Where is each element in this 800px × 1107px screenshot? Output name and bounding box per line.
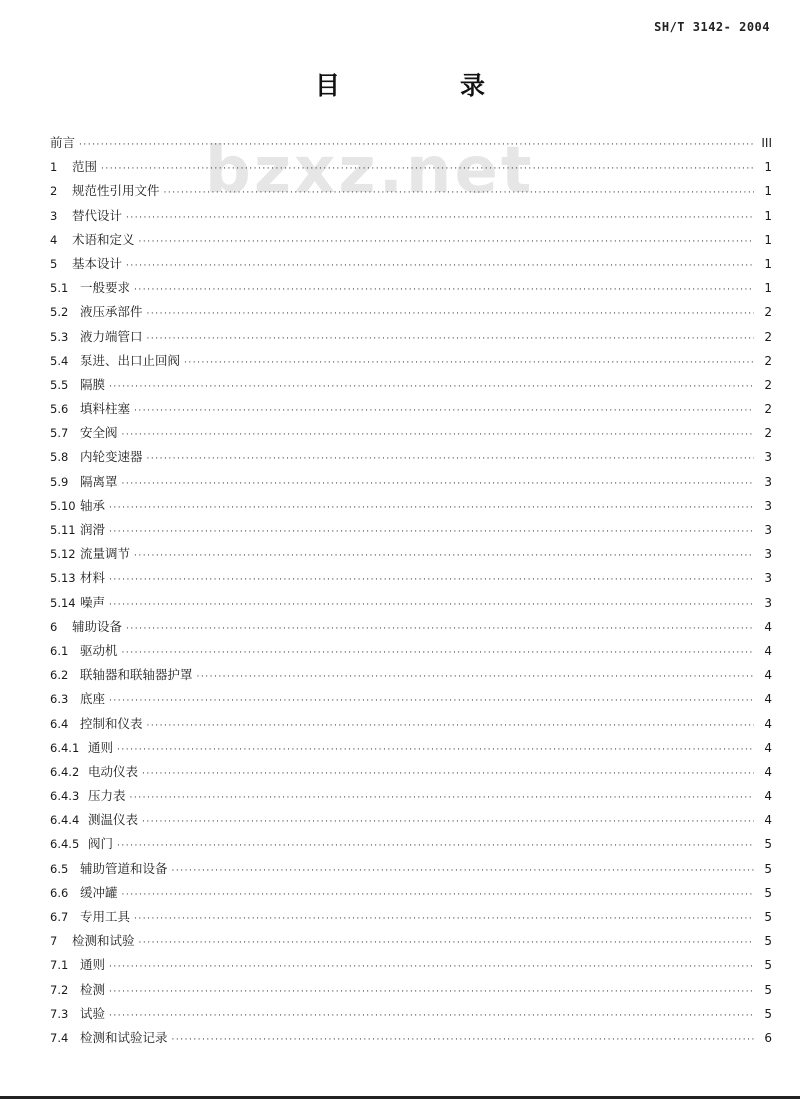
toc-entry-page: 5 (764, 982, 772, 997)
toc-leader-dots (122, 430, 754, 440)
toc-entry-title: 流量调节 (80, 546, 131, 562)
toc-entry-title: 隔膜 (80, 376, 106, 392)
toc-entry-title: 填料柱塞 (80, 401, 131, 417)
toc-entry-number: 6.4.4 (50, 813, 80, 828)
toc-entry-title: 基本设计 (72, 255, 123, 271)
toc-entry-number: 6.7 (50, 910, 69, 924)
toc-entry-title: 一般要求 (80, 280, 131, 296)
toc-leader-dots (122, 479, 754, 489)
toc-entry[interactable] (50, 883, 772, 907)
toc-leader-dots (139, 237, 754, 247)
toc-entry-number: 2 (50, 184, 58, 199)
toc-entry-page: 4 (764, 643, 772, 658)
toc-entry-title: 泵进、出口止回阀 (80, 352, 181, 368)
toc-entry-page: 1 (764, 232, 772, 247)
toc-entry[interactable] (50, 254, 772, 278)
toc-entry[interactable] (50, 230, 772, 254)
toc-entry-number: 7.3 (50, 1006, 69, 1021)
toc-entry-number: 5 (50, 256, 58, 271)
toc-entry-title: 范围 (72, 159, 98, 175)
toc-entry-page: 5 (764, 837, 772, 852)
toc-entry[interactable] (50, 496, 772, 520)
toc-entry-title: 检测和试验记录 (80, 1029, 168, 1045)
toc-entry-title: 隔离罩 (80, 473, 118, 489)
table-of-contents (50, 133, 772, 1052)
toc-entry-page: III (761, 136, 772, 150)
toc-entry[interactable] (50, 206, 772, 230)
toc-entry-page: 4 (764, 692, 772, 707)
toc-entry-number: 5.6 (50, 402, 69, 417)
toc-entry-number: 6.5 (50, 861, 69, 876)
toc-entry[interactable] (50, 617, 772, 641)
page-title-left: 目 (314, 71, 340, 100)
toc-entry[interactable] (50, 520, 772, 544)
toc-entry-number: 6.4.3 (50, 789, 80, 804)
toc-leader-dots (109, 1011, 754, 1021)
toc-entry[interactable] (50, 472, 772, 496)
toc-entry-page: 2 (764, 353, 772, 368)
toc-entry[interactable] (50, 665, 772, 689)
toc-entry-title: 缓冲罐 (80, 884, 118, 900)
toc-entry-title: 控制和仪表 (80, 715, 143, 731)
toc-entry-title: 辅助设备 (72, 618, 123, 634)
toc-entry-title: 驱动机 (80, 642, 118, 658)
toc-entry-title: 联轴器和联轴器护罩 (80, 667, 193, 683)
toc-leader-dots (126, 261, 754, 271)
toc-leader-dots (164, 188, 754, 198)
toc-leader-dots (117, 745, 754, 755)
toc-entry[interactable] (50, 544, 772, 568)
watermark: bzxz.net (205, 134, 535, 208)
toc-entry-number: 4 (50, 232, 58, 247)
toc-entry[interactable] (50, 714, 772, 738)
toc-entry-number: 5.13 (50, 571, 76, 586)
toc-leader-dots (147, 454, 754, 464)
toc-entry-number: 6.4 (50, 716, 69, 731)
toc-entry-title: 压力表 (88, 788, 126, 804)
toc-leader-dots (197, 672, 754, 682)
toc-leader-dots (134, 285, 754, 295)
toc-entry-number: 6.4.5 (50, 837, 80, 852)
toc-leader-dots (109, 962, 754, 972)
toc-leader-dots (109, 696, 754, 706)
toc-entry-title: 阀门 (88, 836, 114, 852)
toc-leader-dots (109, 527, 754, 537)
toc-entry-page: 4 (764, 619, 772, 634)
toc-entry[interactable] (50, 834, 772, 858)
bottom-rule (0, 1096, 800, 1099)
toc-entry-title: 辅助管道和设备 (80, 860, 168, 876)
toc-entry[interactable] (50, 327, 772, 351)
toc-leader-dots (142, 769, 754, 779)
toc-entry-page: 4 (764, 789, 772, 804)
toc-entry-number: 6.4.1 (50, 740, 80, 755)
toc-entry-title: 检测 (80, 981, 106, 997)
toc-leader-dots (134, 914, 754, 924)
toc-entry-page: 3 (764, 450, 772, 465)
toc-entry-number: 6.4.2 (50, 764, 80, 779)
toc-entry[interactable] (50, 302, 772, 326)
toc-entry-page: 1 (764, 256, 772, 271)
toc-entry-title: 电动仪表 (88, 763, 139, 779)
toc-entry-number: 5.14 (50, 595, 76, 610)
toc-entry-number: 5.5 (50, 377, 69, 392)
toc-leader-dots (109, 382, 754, 392)
toc-leader-dots (122, 890, 754, 900)
toc-entry-page: 4 (764, 716, 772, 731)
toc-entry[interactable] (50, 689, 772, 713)
toc-entry[interactable] (50, 786, 772, 810)
toc-leader-dots (126, 624, 754, 634)
toc-entry-title: 液压承部件 (80, 304, 143, 320)
toc-leader-dots (172, 866, 754, 876)
toc-entry-title: 材料 (80, 570, 106, 586)
toc-leader-dots (172, 1035, 754, 1045)
toc-entry-page: 2 (764, 426, 772, 441)
toc-entry-number: 5.1 (50, 281, 69, 296)
toc-entry-number: 6.3 (50, 692, 69, 707)
toc-leader-dots (109, 575, 754, 585)
toc-entry-page: 3 (764, 474, 772, 489)
toc-entry-page: 6 (764, 1030, 772, 1045)
toc-entry-page: 2 (764, 305, 772, 320)
toc-entry[interactable] (50, 641, 772, 665)
toc-entry-number: 5.12 (50, 547, 76, 562)
toc-entry[interactable] (50, 375, 772, 399)
toc-entry[interactable] (50, 762, 772, 786)
toc-leader-dots (147, 334, 754, 344)
toc-entry-title: 专用工具 (80, 909, 131, 924)
toc-entry-page: 5 (764, 934, 772, 949)
toc-entry-number: 3 (50, 208, 58, 223)
toc-entry[interactable] (50, 1004, 772, 1028)
toc-entry-title: 测温仪表 (88, 812, 139, 828)
toc-entry-title: 润滑 (80, 522, 106, 537)
page-title (0, 66, 800, 102)
toc-entry-page: 2 (764, 402, 772, 417)
toc-leader-dots (109, 600, 754, 610)
toc-entry-title: 轴承 (80, 497, 106, 513)
toc-entry-page: 1 (764, 160, 772, 175)
toc-entry-number: 6 (50, 619, 58, 634)
toc-leader-dots (126, 213, 754, 223)
toc-leader-dots (134, 551, 754, 561)
toc-entry-number: 6.2 (50, 668, 69, 683)
toc-entry-number: 5.4 (50, 353, 69, 368)
toc-entry-page: 5 (764, 958, 772, 973)
toc-entry-number: 7.1 (50, 958, 69, 973)
toc-entry-title: 检测和试验 (72, 933, 135, 949)
toc-entry-page: 4 (764, 668, 772, 683)
toc-leader-dots (147, 721, 754, 731)
toc-leader-dots (130, 793, 754, 803)
toc-entry[interactable] (50, 133, 772, 157)
toc-leader-dots (79, 140, 754, 150)
toc-leader-dots (184, 358, 754, 368)
toc-entry-page: 1 (764, 184, 772, 199)
toc-entry[interactable] (50, 423, 772, 447)
toc-entry-number: 5.3 (50, 329, 69, 344)
toc-leader-dots (101, 164, 754, 174)
toc-entry-title: 规范性引用文件 (72, 183, 160, 199)
toc-leader-dots (139, 938, 754, 948)
toc-entry-page: 5 (764, 885, 772, 900)
toc-entry-page: 3 (764, 498, 772, 513)
toc-entry[interactable] (50, 907, 772, 931)
toc-entry[interactable] (50, 738, 772, 762)
toc-entry-title: 通则 (80, 957, 106, 973)
toc-leader-dots (134, 406, 754, 416)
toc-entry[interactable] (50, 278, 772, 302)
toc-entry-page: 3 (764, 595, 772, 610)
toc-entry-page: 4 (764, 813, 772, 828)
toc-entry[interactable] (50, 181, 772, 205)
toc-entry-page: 5 (764, 1006, 772, 1021)
toc-entry-title: 液力端管口 (80, 328, 143, 344)
toc-entry-number: 7.4 (50, 1030, 69, 1045)
toc-entry-title: 底座 (80, 691, 106, 707)
toc-entry-title: 内轮变速器 (80, 449, 143, 465)
toc-entry-number: 5.7 (50, 426, 69, 441)
toc-entry-number: 6.6 (50, 885, 69, 900)
toc-entry-title: 噪声 (80, 594, 106, 610)
toc-entry[interactable] (50, 859, 772, 883)
toc-entry-page: 2 (764, 377, 772, 392)
toc-entry-page: 1 (764, 281, 772, 296)
toc-entry-number: 7 (50, 934, 58, 949)
toc-entry[interactable] (50, 157, 772, 181)
toc-entry-page: 4 (764, 740, 772, 755)
toc-entry-title: 替代设计 (72, 207, 123, 223)
toc-entry-number: 1 (50, 160, 58, 175)
toc-entry[interactable] (50, 810, 772, 834)
toc-entry[interactable] (50, 980, 772, 1004)
toc-entry[interactable] (50, 399, 772, 423)
toc-leader-dots (117, 841, 754, 851)
toc-entry-page: 3 (764, 523, 772, 537)
toc-leader-dots (109, 987, 754, 997)
toc-entry-page: 5 (764, 861, 772, 876)
toc-entry-number: 5.10 (50, 498, 76, 513)
toc-entry[interactable] (50, 568, 772, 592)
toc-leader-dots (147, 309, 754, 319)
toc-leader-dots (122, 648, 754, 658)
page-title-right: 录 (460, 71, 486, 100)
toc-entry-page: 3 (764, 571, 772, 586)
toc-entry-number: 5.11 (50, 523, 76, 537)
toc-entry[interactable] (50, 931, 772, 955)
toc-entry-number: 7.2 (50, 982, 69, 997)
toc-entry[interactable] (50, 447, 772, 471)
toc-entry-title: 前言 (50, 135, 76, 150)
toc-entry-title: 通则 (88, 739, 114, 755)
toc-entry-title: 试验 (80, 1005, 106, 1021)
toc-entry-number: 6.1 (50, 643, 69, 658)
toc-entry-title: 术语和定义 (72, 231, 135, 247)
toc-leader-dots (109, 503, 754, 513)
toc-entry-page: 3 (764, 547, 772, 562)
toc-entry-page: 4 (764, 764, 772, 779)
toc-entry[interactable] (50, 955, 772, 979)
toc-entry-page: 1 (764, 208, 772, 223)
toc-entry[interactable] (50, 351, 772, 375)
toc-entry-number: 5.2 (50, 305, 69, 320)
toc-entry-number: 5.9 (50, 474, 69, 489)
toc-leader-dots (142, 817, 754, 827)
toc-entry[interactable] (50, 593, 772, 617)
toc-entry-number: 5.8 (50, 450, 69, 465)
toc-entry[interactable] (50, 1028, 772, 1052)
toc-entry-page: 2 (764, 329, 772, 344)
standard-code: SH/T 3142- 2004 (654, 20, 770, 34)
toc-entry-page: 5 (764, 910, 772, 924)
toc-entry-title: 安全阀 (80, 425, 118, 441)
